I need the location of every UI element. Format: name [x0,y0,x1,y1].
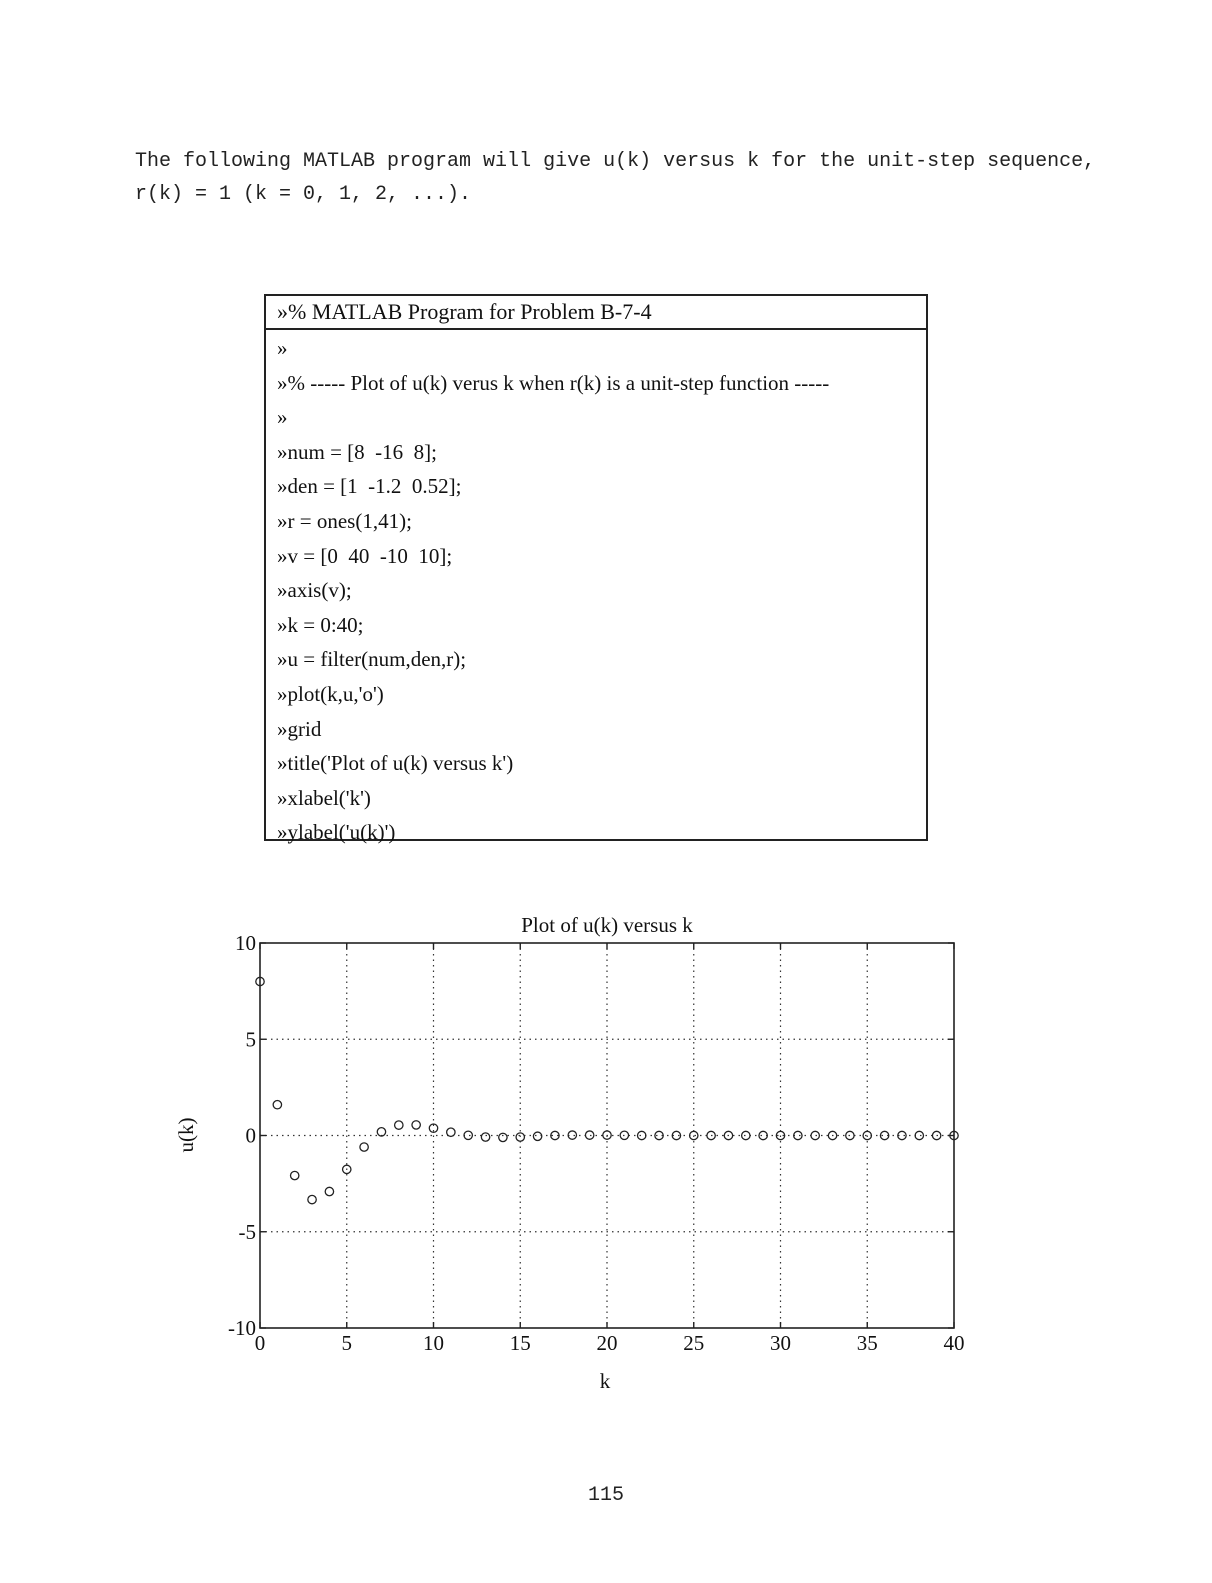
y-tick-label: 5 [245,1027,256,1052]
x-axis-label: k [599,1369,611,1393]
data-point [585,1131,593,1139]
data-point [464,1131,472,1139]
x-tick-label: 25 [683,1331,705,1355]
intro-line-2: r(k) = 1 (k = 0, 1, 2, ...). [135,183,472,206]
data-point [481,1133,489,1141]
data-point [360,1143,368,1151]
x-tick-label: 20 [596,1331,618,1355]
x-tick-label: 15 [509,1331,531,1355]
code-line: »xlabel('k') [277,785,371,810]
data-point [412,1121,420,1129]
code-line: »% ----- Plot of u(k) verus k when r(k) is a unit-step function ----- [277,370,830,395]
y-axis-label: u(k) [174,1117,198,1153]
code-line: »grid [277,716,322,741]
data-point [742,1131,750,1139]
data-point [915,1131,923,1139]
x-tick-label: 5 [341,1331,352,1355]
data-point [533,1132,541,1140]
x-tick-label: 40 [943,1331,965,1355]
code-line: »r = ones(1,41); [277,508,412,533]
y-tick-label: 10 [235,931,256,955]
x-tick-label: 0 [254,1331,266,1355]
data-point [325,1187,333,1195]
grid-lines [260,943,954,1328]
intro-line-1: The following MATLAB program will give u(k) versus k for the unit-step sequence, [135,150,1096,173]
page-number: 115 [587,1484,624,1507]
data-point [308,1195,316,1203]
data-point [291,1171,299,1179]
data-point [638,1131,646,1139]
y-tick-label: -5 [238,1219,256,1244]
y-tick-label: 0 [245,1123,256,1148]
code-line: »den = [1 -1.2 0.52]; [277,474,462,499]
code-line: » [277,336,288,360]
data-point [499,1133,507,1141]
code-line: »v = [0 40 -10 10]; [277,543,453,568]
x-tick-labels [255,1331,965,1355]
code-header: »% MATLAB Program for Problem B-7-4 [266,296,926,330]
data-point [811,1131,819,1139]
y-tick-labels [228,931,256,1340]
x-tick-label: 30 [770,1331,791,1355]
code-line: »plot(k,u,'o') [277,681,384,706]
code-line: »axis(v); [277,578,352,603]
code-line: »u = filter(num,den,r); [277,647,467,672]
data-point [395,1121,403,1129]
x-tick-label: 35 [856,1331,878,1355]
data-point [273,1101,281,1109]
chart-title: Plot of u(k) versus k [521,913,693,937]
code-line: »num = [8 -16 8]; [277,439,437,464]
code-line: »k = 0:40; [277,612,364,637]
data-point [516,1133,524,1141]
code-line: » [277,405,288,430]
code-line: »ylabel('u(k)') [277,820,396,845]
x-tick-label: 10 [423,1331,444,1355]
data-point [447,1128,455,1136]
code-line: »title('Plot of u(k) versus k') [277,751,514,776]
data-point [377,1128,385,1136]
y-tick-label: -10 [228,1316,256,1340]
